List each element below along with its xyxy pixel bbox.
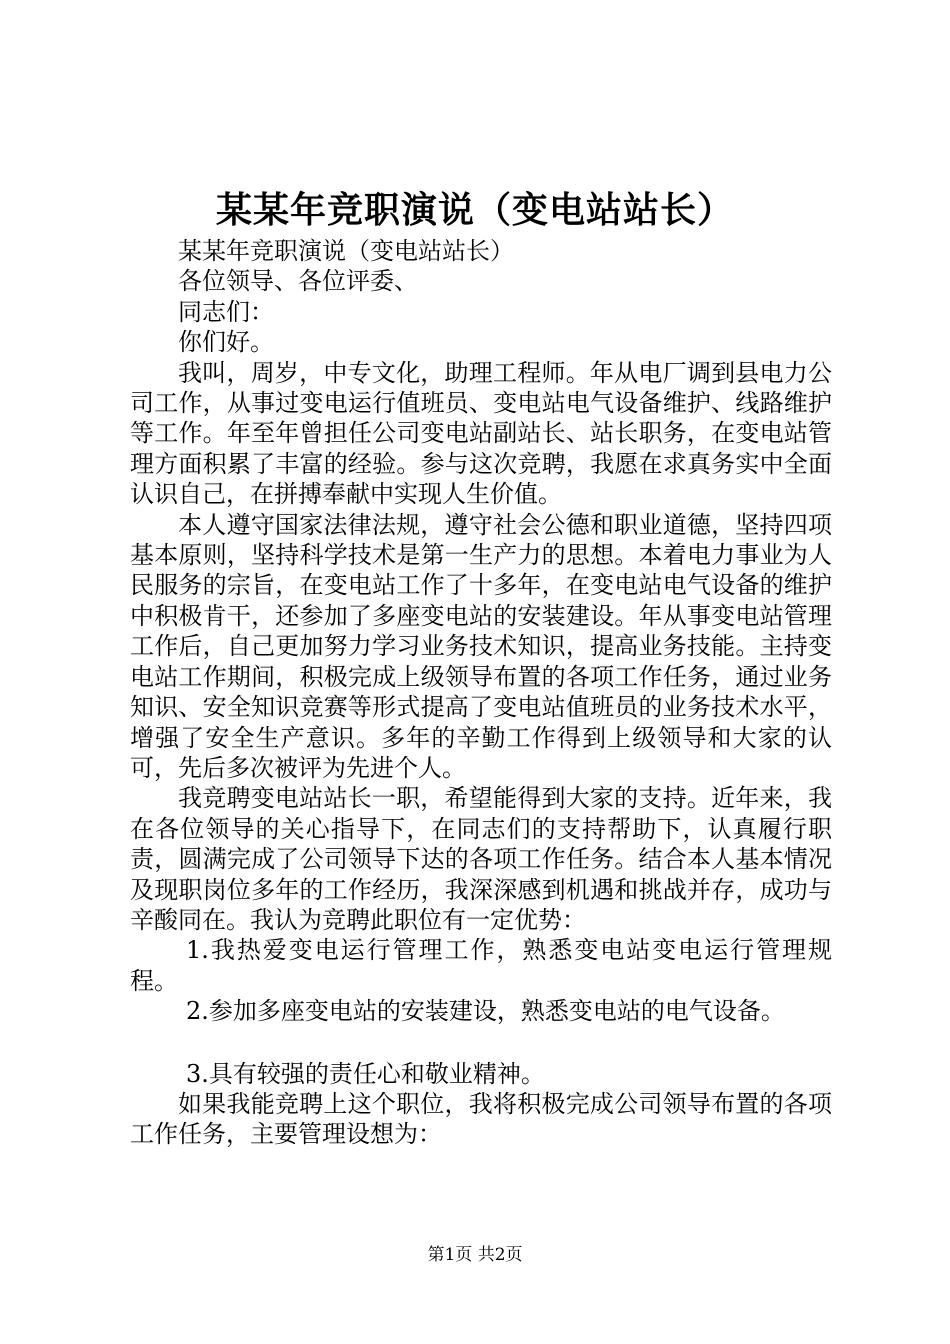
list-item-advantage-3: 3.具有较强的责任心和敬业精神。 [186,1059,545,1088]
list-item-advantage-1: 1.我热爱变电运行管理工作，熟悉变电站变电运行管理规程。 [130,936,832,995]
paragraph-greeting: 你们好。 [178,328,274,357]
document-body [130,236,832,1150]
page-number-footer: 第1页 共2页 [427,1245,523,1265]
list-item-advantage-2: 2.参加多座变电站的安装建设，熟悉变电站的电气设备。 [186,997,785,1026]
paragraph-salutation-2: 同志们： [178,297,274,326]
paragraph-introduction: 我叫，周岁，中专文化，助理工程师。年从电厂调到县电力公司工作，从事过变电运行值班员、变电站电气设备维护、线路维护等工作。年至年曾担任公司变电站副站长、站长职务，在变电站管理方面积累了丰富的经验。参与这次竞聘，我愿在求真务实中全面认识自己，在拼搏奉献中实现人生价值。 [130,358,832,509]
paragraph-plan: 如果我能竞聘上这个职位，我将积极完成公司领导布置的各项工作任务，主要管理设想为： [130,1089,832,1149]
paragraph-subtitle: 某某年竞职演说（变电站站长） [178,237,514,265]
paragraph-motivation: 我竞聘变电站站长一职，希望能得到大家的支持。近年来，我在各位领导的关心指导下，在同志们的支持帮助下，认真履行职责，圆满完成了公司领导下达的各项工作任务。结合本人基本情况及现职岗位多年的工作经历，我深深感到机遇和挑战并存，成功与辛酸同在。我认为竞聘此职位有一定优势： [130,784,832,934]
paragraph-salutation-1: 各位领导、各位评委、 [178,267,418,296]
document-title: 某某年竞职演说（变电站站长） [215,189,734,231]
paragraph-experience: 本人遵守国家法律法规，遵守社会公德和职业道德，坚持四项基本原则，坚持科学技术是第一生产力的思想。本着电力事业为人民服务的宗旨，在变电站工作了十多年，在变电站电气设备的维护中积极肯干，还参加了多座变电站的安装建设。年从事变电站管理工作后，自己更加努力学习业务技术知识，提高业务技能。主持变电站工作期间，积极完成上级领导布置的各项工作任务，通过业务知识、安全知识竞赛等形式提高了变电站值班员的业务技术水平，增强了安全生产意识。多年的辛勤工作得到上级领导和大家的认可，先后多次被评为先进个人。 [130,510,832,782]
